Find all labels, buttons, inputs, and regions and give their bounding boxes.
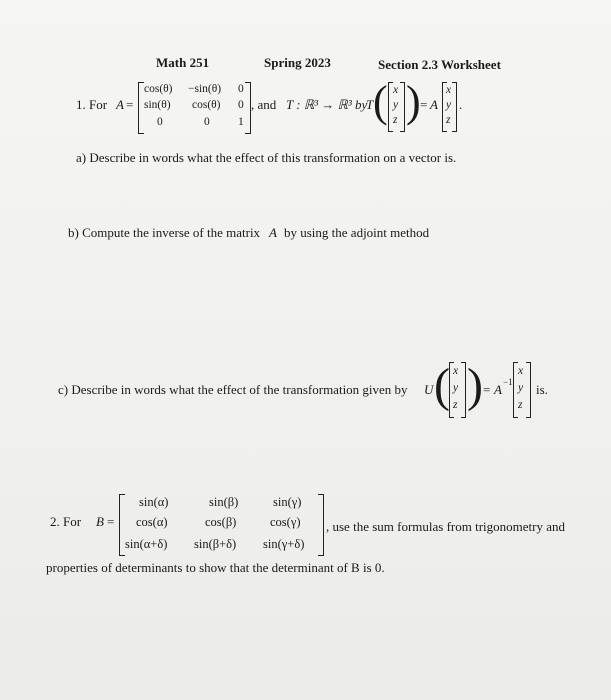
close-paren: ) [406, 77, 421, 126]
matrix-a-cell: 0 [157, 116, 163, 128]
part-c-vector-entry: y [453, 382, 459, 394]
matrix-b-cell: cos(γ) [270, 515, 301, 529]
course-title: Math 251 [156, 55, 210, 70]
close-paren: ) [467, 359, 483, 412]
q2-text-line2: properties of determinants to show that the determinant of B is 0. [46, 560, 385, 575]
q1-equals: = [126, 97, 134, 112]
and-text: , and [251, 97, 277, 112]
matrix-a-cell: 0 [238, 99, 244, 111]
rhs-a: A [430, 97, 438, 112]
part-c-rhs-entry: y [518, 382, 524, 394]
q2-equals: = [107, 514, 115, 529]
matrix-b-cell: sin(γ) [273, 495, 302, 509]
part-c-u: U [424, 382, 434, 397]
section-title: Section 2.3 Worksheet [378, 57, 501, 72]
part-c-end: is. [536, 382, 548, 397]
part-c-equals: = [483, 382, 491, 397]
matrix-a-cell: 1 [238, 116, 244, 128]
rhs-vector-entry: x [446, 84, 452, 96]
open-paren: ( [373, 77, 388, 126]
matrix-b-cell: sin(β) [209, 495, 239, 509]
vector-entry: x [393, 84, 399, 96]
matrix-a-cell: 0 [204, 116, 210, 128]
matrix-a-cell: −sin(θ) [188, 83, 222, 95]
matrix-b-cell: cos(α) [136, 515, 168, 529]
vector-right-bracket [400, 82, 405, 132]
part-a-text: a) Describe in words what the effect of this transformation on a vector is. [76, 150, 457, 165]
matrix-b-cell: sin(α+δ) [125, 537, 168, 551]
part-c-rhs-entry: x [518, 365, 524, 377]
matrix-b-cell: cos(β) [205, 515, 237, 529]
part-c-vector-entry: z [453, 399, 458, 411]
part-c-rhs-right-bracket [526, 362, 531, 418]
q1-period: . [459, 97, 463, 112]
open-paren: ( [434, 359, 450, 412]
part-c-text: c) Describe in words what the effect of the transformation given by [58, 382, 408, 397]
q2-label: 2. For [50, 514, 82, 529]
part-b-a: A [269, 225, 277, 240]
matrix-b-cell: sin(β+δ) [194, 537, 237, 551]
matrix-a-cell: 0 [238, 83, 244, 95]
part-c-inverse-exponent: −1 [503, 377, 513, 387]
q2-matrix-name: B [96, 514, 104, 529]
part-b-text-end: by using the adjoint method [284, 225, 430, 240]
part-c-a: A [494, 382, 502, 397]
term-label: Spring 2023 [264, 55, 331, 70]
q2-text: , use the sum formulas from trigonometry and [326, 519, 566, 534]
matrix-a-cell: cos(θ) [192, 99, 221, 111]
map-text: T : ℝ³ → ℝ³ by [286, 97, 368, 112]
part-c-rhs-entry: z [518, 399, 523, 411]
vector-entry: y [393, 99, 399, 111]
vector-entry: z [393, 114, 398, 126]
matrix-b-cell: sin(γ+δ) [263, 537, 305, 551]
rhs-vector-right-bracket [452, 82, 457, 132]
part-c-vector-right-bracket [461, 362, 466, 418]
q1-matrix-name: A [116, 97, 124, 112]
rhs-equals: = [420, 97, 428, 112]
matrix-a-cell: sin(θ) [144, 99, 171, 111]
rhs-vector-entry: y [446, 99, 452, 111]
rhs-vector-entry: z [446, 114, 451, 126]
matrix-a-cell: cos(θ) [144, 83, 173, 95]
part-c-vector-entry: x [453, 365, 459, 377]
t-symbol: T [366, 97, 374, 112]
matrix-b-cell: sin(α) [139, 495, 169, 509]
q1-label: 1. For [76, 97, 108, 112]
matrix-b-right-bracket [318, 494, 324, 556]
part-b-text: b) Compute the inverse of the matrix [68, 225, 261, 240]
